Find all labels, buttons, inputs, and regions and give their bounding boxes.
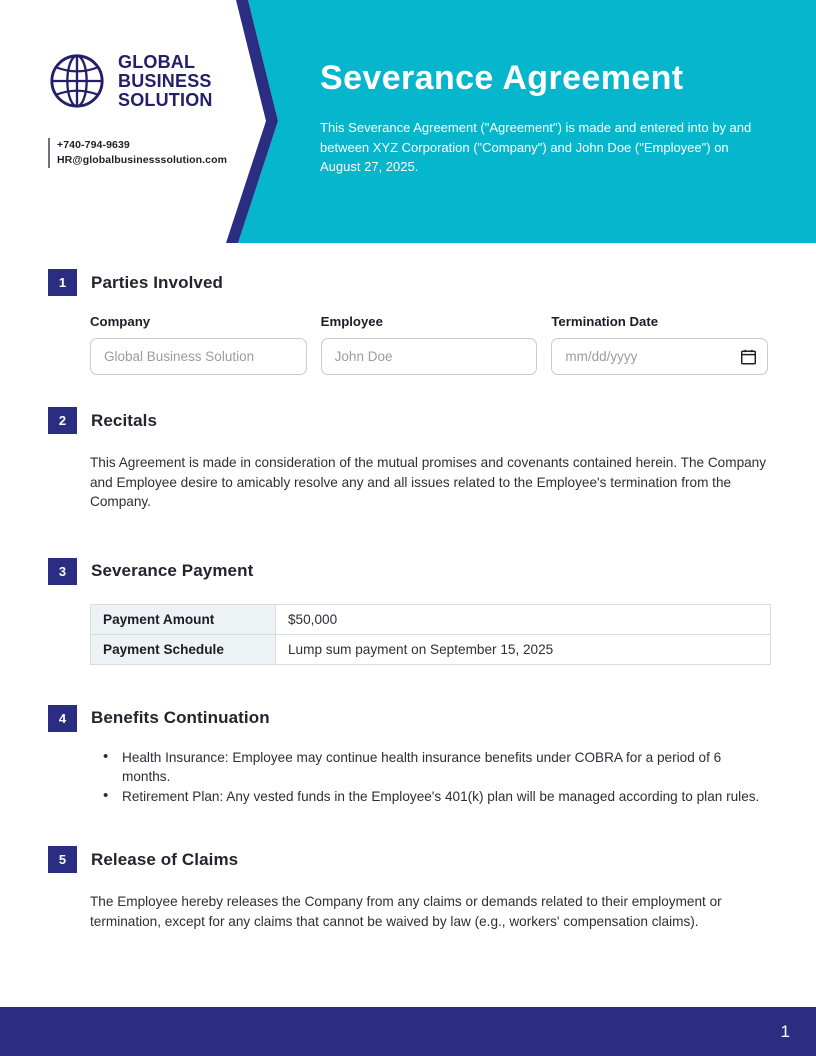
page-title: Severance Agreement: [320, 59, 684, 97]
list-item: • Health Insurance: Employee may continue health insurance benefits under COBRA for a period of 6 months.: [120, 748, 768, 787]
globe-icon: [48, 52, 106, 110]
header-brand-block: [48, 52, 248, 168]
release-paragraph: The Employee hereby releases the Company from any claims or demands related to their employment or termination, except for any claims that cannot be waived by law (e.g., workers' compensation claims).: [90, 894, 722, 929]
section-number-badge: 4: [48, 705, 77, 732]
table-cell-value: Lump sum payment on September 15, 2025: [276, 634, 771, 664]
logo-wordmark: [118, 53, 213, 110]
date-input-wrapper: [551, 338, 768, 375]
field-termination-date: [551, 314, 768, 375]
company-input[interactable]: [90, 338, 307, 375]
section-number-badge: 3: [48, 558, 77, 585]
agreement-intro: This Severance Agreement ("Agreement") is made and entered into by and between XYZ Corporation ("Company") and John Doe ("Employee") on August 27, 2025.: [320, 120, 752, 174]
header-title-block: [320, 58, 770, 177]
section-release-of-claims: [48, 846, 768, 931]
contact-lines: [57, 138, 227, 168]
section-header: [48, 407, 768, 434]
payment-table: [90, 604, 771, 665]
section-content: [48, 892, 768, 931]
section-header: [48, 705, 768, 732]
field-employee: [321, 314, 538, 375]
section-title: Recitals: [91, 410, 158, 430]
section-header: [48, 558, 768, 585]
section-parties-involved: [48, 269, 768, 375]
document-body: [0, 243, 816, 931]
logo-line-2: BUSINESS: [118, 70, 212, 91]
logo-line-1: GLOBAL: [118, 51, 196, 72]
contact-email: HR@globalbusinesssolution.com: [57, 154, 228, 166]
benefits-list: [48, 748, 768, 807]
section-number-badge: 1: [48, 269, 77, 296]
section-header: [48, 846, 768, 873]
section-content: [48, 453, 768, 512]
logo-line-3: SOLUTION: [118, 89, 213, 110]
section-header: [48, 269, 768, 296]
section-title: Parties Involved: [91, 272, 223, 292]
document-header: [0, 0, 816, 243]
termination-date-input[interactable]: [551, 338, 768, 375]
table-row: [91, 604, 771, 634]
field-company: [90, 314, 307, 375]
list-item: • Retirement Plan: Any vested funds in the Employee's 401(k) plan will be managed according to plan rules.: [120, 787, 768, 807]
parties-form: [48, 314, 768, 375]
recitals-paragraph: This Agreement is made in consideration of the mutual promises and covenants contained herein. The Company and Employee desire to amicably resolve any and all issues related to the Employee's termination from the Company.: [90, 455, 767, 509]
section-title: Severance Payment: [91, 561, 254, 580]
table-cell-key: Payment Amount: [91, 604, 276, 634]
table-cell-value: $50,000: [276, 604, 771, 634]
employee-input[interactable]: [321, 338, 538, 375]
logo: [48, 52, 248, 110]
section-title: Release of Claims: [91, 849, 239, 869]
field-label-company: Company: [90, 314, 151, 329]
contact-accent-bar: [48, 138, 50, 168]
page-number: 1: [780, 1021, 790, 1041]
section-number-badge: 5: [48, 846, 77, 873]
contact-phone: +740-794-9639: [57, 139, 130, 151]
section-severance-payment: [48, 558, 768, 665]
field-label-termination-date: Termination Date: [551, 314, 659, 329]
document-footer: [0, 1007, 816, 1056]
table-cell-key: Payment Schedule: [91, 634, 276, 664]
section-benefits-continuation: [48, 705, 768, 807]
section-number-badge: 2: [48, 407, 77, 434]
contact-info: [48, 138, 248, 168]
section-recitals: [48, 407, 768, 512]
section-title: Benefits Continuation: [91, 708, 270, 727]
field-label-employee: Employee: [320, 314, 383, 329]
table-row: [91, 634, 771, 664]
